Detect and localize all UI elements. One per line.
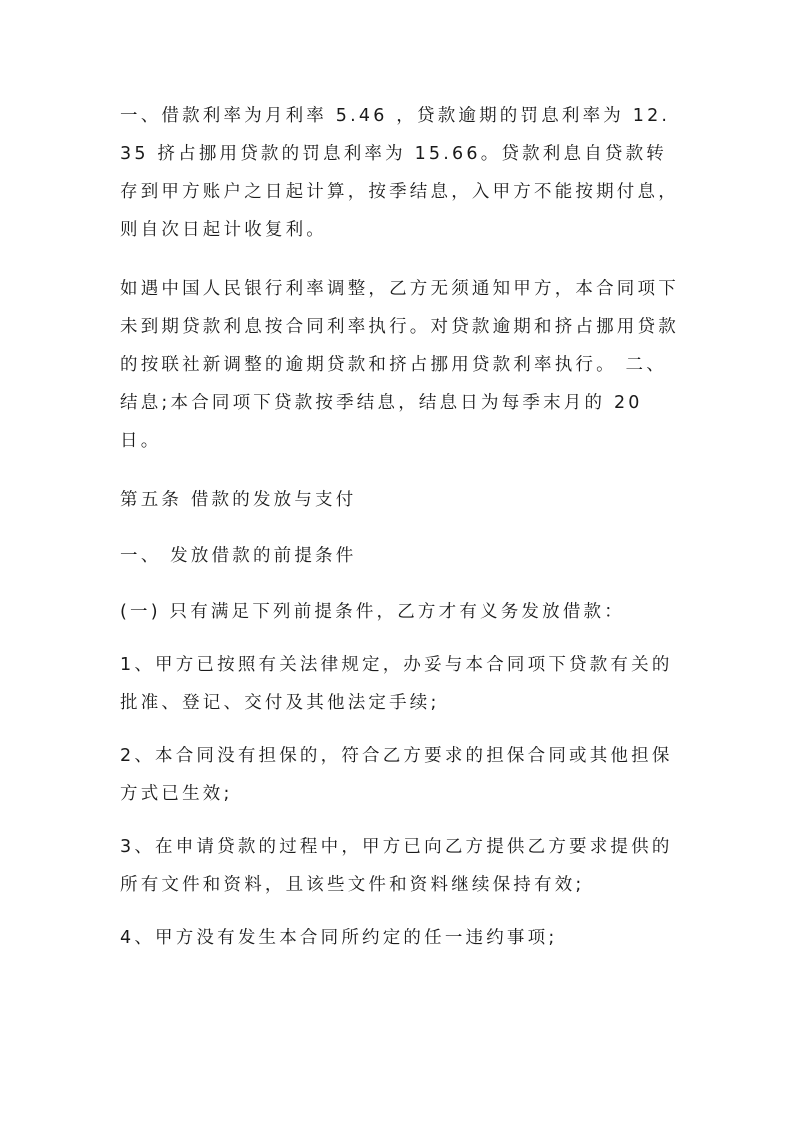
paragraph-rate-adjustment: 如遇中国人民银行利率调整，乙方无须通知甲方，本合同项下未到期贷款利息按合同利率执行。对贷款逾期和挤占挪用贷款的按联社新调整的逾期贷款和挤占挪用贷款利率执行。 二、结息;本合同项下贷款按季结息，结息日为每季末月的 20 日。 [120,279,679,451]
paragraph-interest-rate: 一、借款利率为月利率 5.46 ，贷款逾期的罚息利率为 12.35 挤占挪用贷款的罚息利率为 15.66。贷款利息自贷款转存到甲方账户之日起计算，按季结息，入甲方不能按期付息，则自次日起计收复利。 [120,106,679,240]
condition-item: 4、甲方没有发生本合同所约定的任一违约事项; [120,928,558,948]
subsection-heading: (一) 只有满足下列前提条件，乙方才有义务发放借款： [120,602,625,622]
section-heading: 一、 发放借款的前提条件 [120,546,357,566]
condition-item: 2、本合同没有担保的，符合乙方要求的担保合同或其他担保方式已生效; [120,746,673,804]
condition-item: 3、在申请贷款的过程中，甲方已向乙方提供乙方要求提供的所有文件和资料，且该些文件和资料继续保持有效; [120,837,673,895]
document-body [120,97,680,957]
article-heading: 第五条 借款的发放与支付 [120,490,357,510]
condition-item: 1、甲方已按照有关法律规定，办妥与本合同项下贷款有关的批准、登记、交付及其他法定手续; [120,655,673,713]
